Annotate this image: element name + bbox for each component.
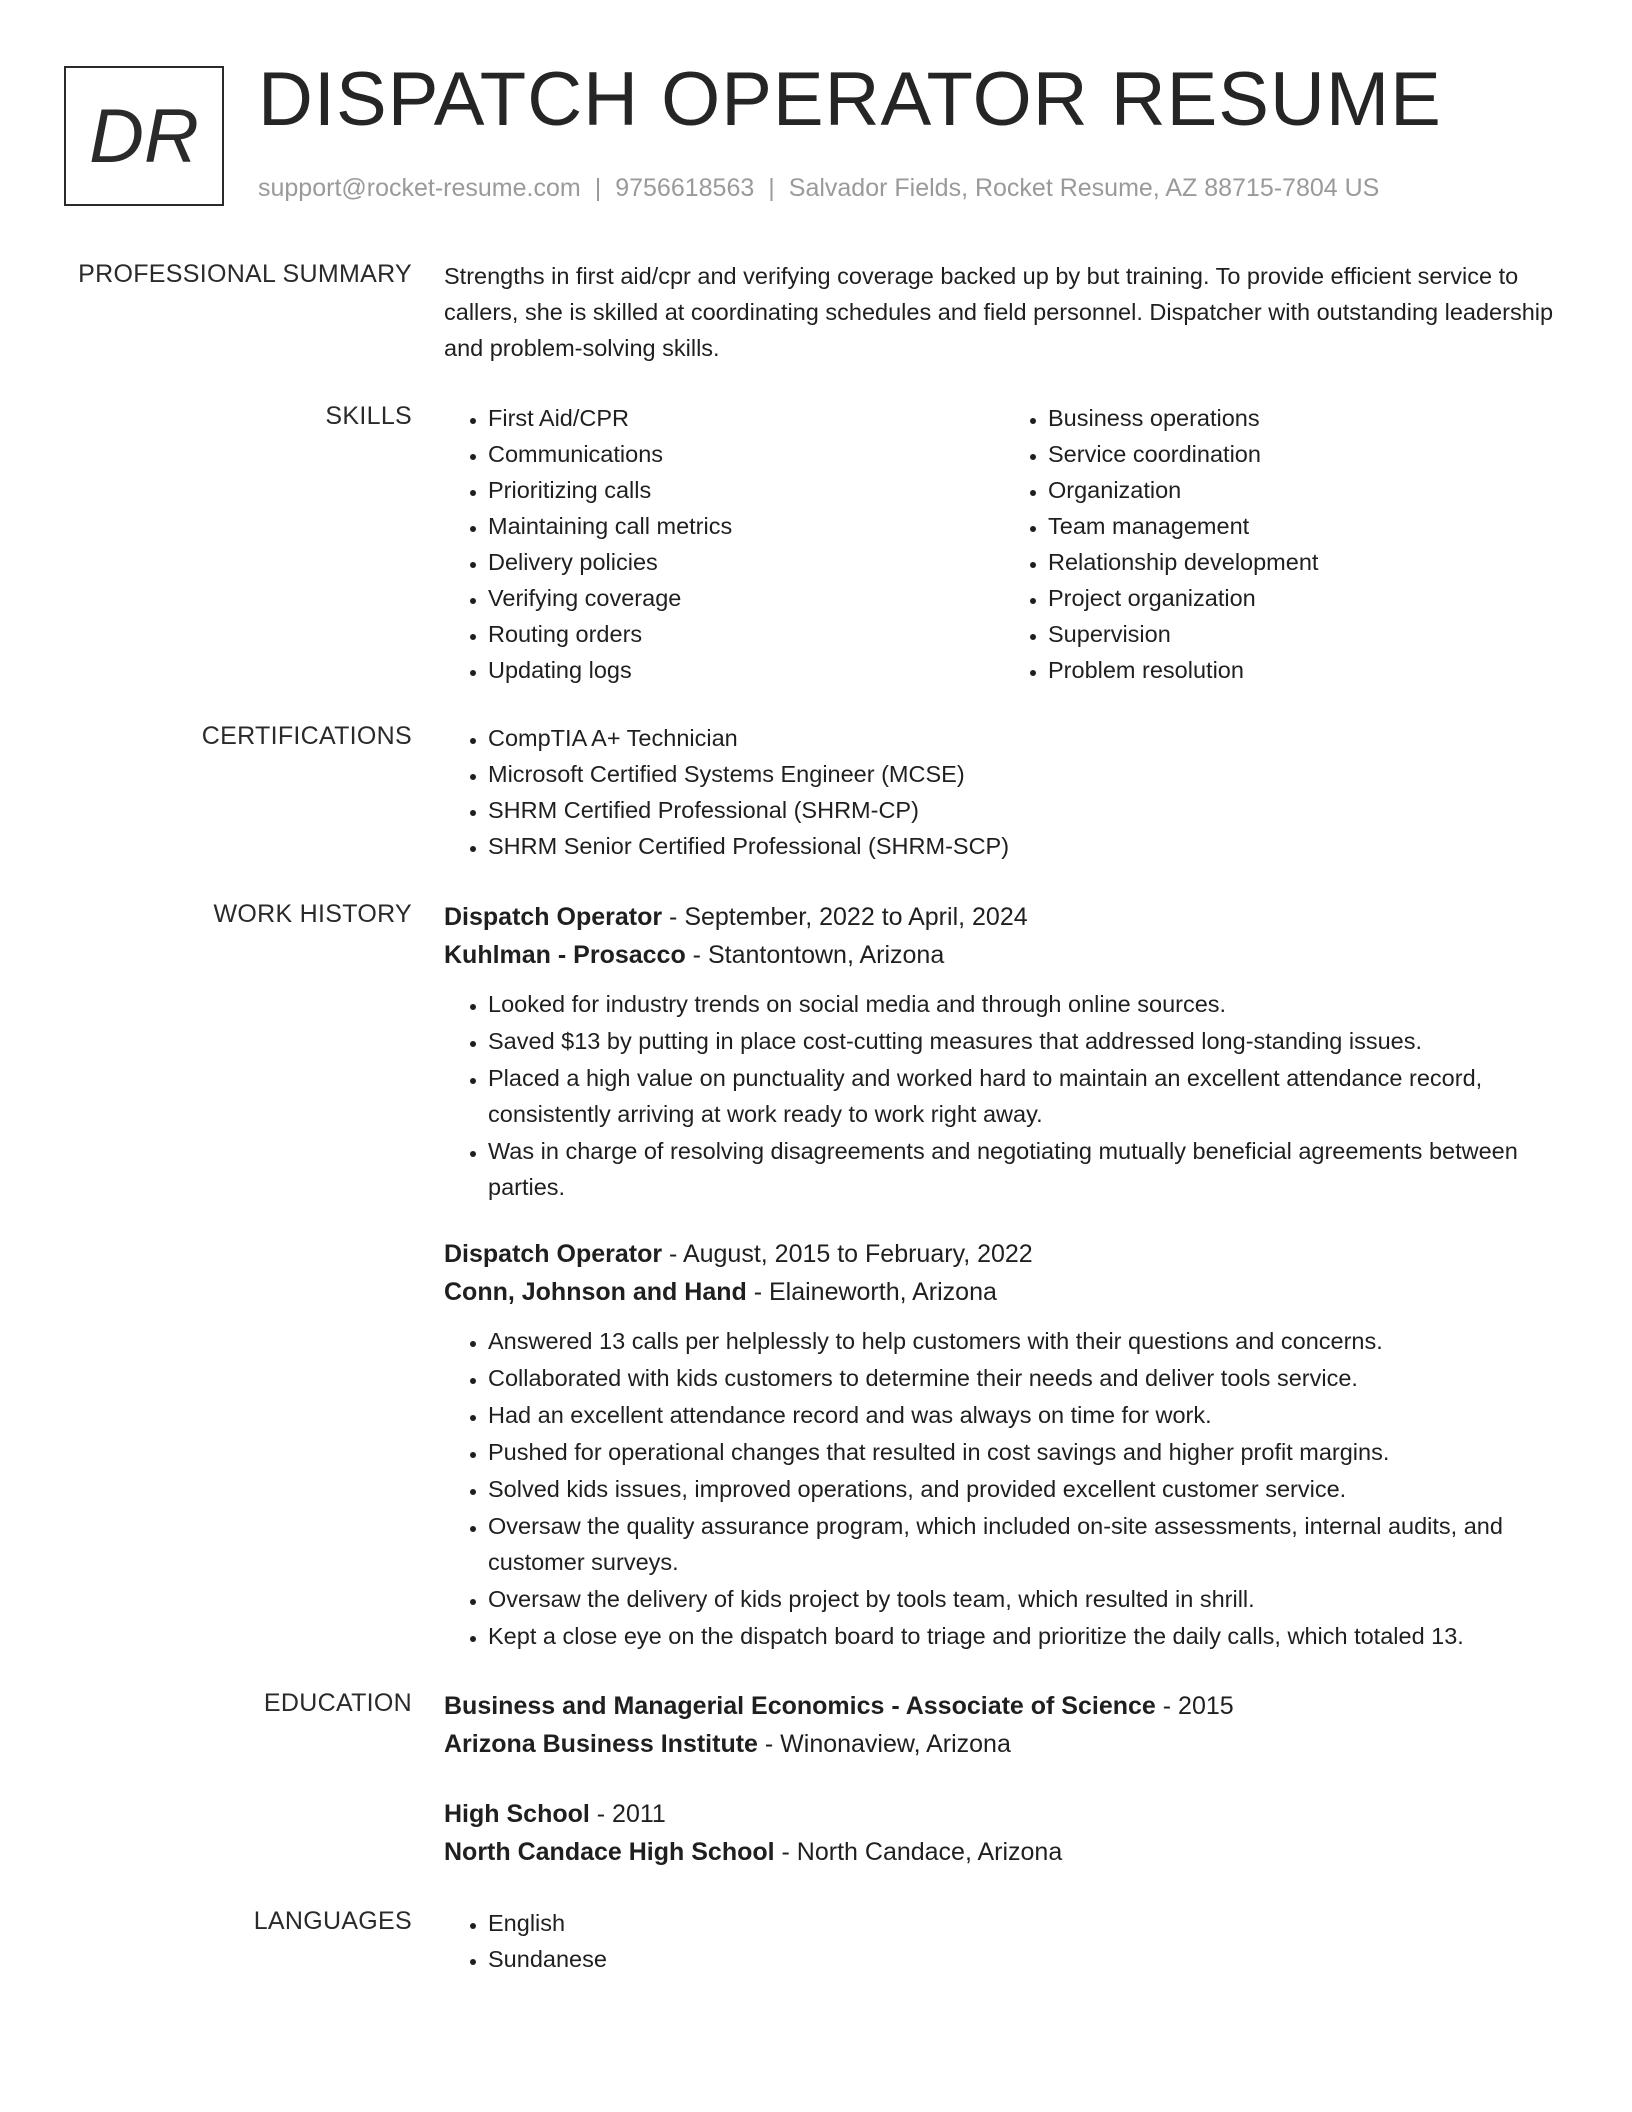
job-company: Kuhlman - Prosacco: [444, 941, 686, 969]
section-body: [444, 720, 1564, 864]
job-dates: - September, 2022 to April, 2024: [662, 903, 1028, 931]
page-title: DISPATCH OPERATOR RESUME: [258, 57, 1442, 142]
list-item: • Saved $13 by putting in place cost-cutting measures that addressed long-standing issues.: [488, 1023, 1564, 1059]
list-item: • SHRM Senior Certified Professional (SHRM-SCP): [488, 828, 1564, 864]
list-item: • Answered 13 calls per helplessly to help customers with their questions and concerns.: [488, 1323, 1564, 1359]
list-item: • Verifying coverage: [488, 580, 1004, 616]
skills-list-right: [1004, 400, 1564, 688]
skills-list-left: [444, 400, 1004, 688]
separator: |: [594, 174, 602, 202]
section-body: [444, 898, 1564, 1655]
list-item: • Oversaw the delivery of kids project by tools team, which resulted in shrill.: [488, 1581, 1564, 1617]
contact-email[interactable]: support@rocket-resume.com: [258, 174, 581, 202]
list-item: • Looked for industry trends on social media and through online sources.: [488, 986, 1564, 1022]
education-entry: [444, 1687, 1564, 1763]
list-item: • Updating logs: [488, 652, 1004, 688]
list-item: • Placed a high value on punctuality and worked hard to maintain an excellent attendance record, consistently arriving at work ready to work right away.: [488, 1060, 1564, 1132]
skills-columns: [444, 400, 1564, 688]
section-languages: [0, 1905, 1632, 1977]
list-item: • Service coordination: [1048, 436, 1564, 472]
section-label: CERTIFICATIONS: [201, 722, 412, 750]
job-company: Conn, Johnson and Hand: [444, 1278, 747, 1306]
job-role-line: [444, 898, 1564, 936]
education-school-line: [444, 1725, 1564, 1763]
list-item: • Kept a close eye on the dispatch board to triage and prioritize the daily calls, which totaled 13.: [488, 1618, 1564, 1654]
list-item: • English: [488, 1905, 1564, 1941]
certifications-list: [444, 720, 1564, 864]
summary-text: Strengths in first aid/cpr and verifying coverage backed up by but training. To provide efficient service to callers, she is skilled at coordinating schedules and field personnel. Dispatcher with outstanding leadership and problem-solving skills.: [444, 263, 1554, 361]
section-certifications: [0, 720, 1632, 864]
education-school: North Candace High School: [444, 1838, 775, 1866]
section-work-history: [0, 898, 1632, 1655]
list-item: • Organization: [1048, 472, 1564, 508]
section-label: PROFESSIONAL SUMMARY: [78, 260, 412, 288]
separator: |: [768, 174, 775, 202]
list-item: • First Aid/CPR: [488, 400, 1004, 436]
job-entry: [444, 898, 1564, 1205]
list-item: • Prioritizing calls: [488, 472, 1004, 508]
list-item: • Communications: [488, 436, 1004, 472]
section-skills: [0, 400, 1632, 688]
education-degree-line: [444, 1795, 1564, 1833]
list-item: • Delivery policies: [488, 544, 1004, 580]
job-location: - Stantontown, Arizona: [685, 941, 945, 969]
list-item: • Pushed for operational changes that resulted in cost savings and higher profit margins.: [488, 1434, 1564, 1470]
list-item: • Oversaw the quality assurance program, which included on-site assessments, internal audits, and customer surveys.: [488, 1508, 1564, 1580]
list-item: • Relationship development: [1048, 544, 1564, 580]
education-entry: [444, 1795, 1564, 1871]
job-bullets: [444, 986, 1564, 1205]
section-label: WORK HISTORY: [213, 900, 412, 928]
list-item: • Sundanese: [488, 1941, 1564, 1977]
list-item: • Microsoft Certified Systems Engineer (MCSE): [488, 756, 1564, 792]
education-year: - 2015: [1155, 1692, 1234, 1720]
job-role-line: [444, 1235, 1564, 1273]
contact-line: [258, 174, 1379, 203]
education-school: Arizona Business Institute: [444, 1730, 758, 1758]
section-summary: [0, 258, 1632, 366]
languages-list: [444, 1905, 1564, 1977]
education-degree-line: [444, 1687, 1564, 1725]
job-company-line: [444, 1273, 1564, 1311]
list-item: • Problem resolution: [1048, 652, 1564, 688]
job-location: - Elaineworth, Arizona: [746, 1278, 997, 1306]
list-item: • SHRM Certified Professional (SHRM-CP): [488, 792, 1564, 828]
list-item: • Maintaining call metrics: [488, 508, 1004, 544]
education-degree: Business and Managerial Economics - Associate of Science: [444, 1692, 1156, 1720]
job-entry: [444, 1235, 1564, 1654]
monogram: DR: [64, 66, 224, 206]
resume-sections: [0, 258, 1632, 1977]
list-item: • Solved kids issues, improved operations, and provided excellent customer service.: [488, 1471, 1564, 1507]
education-degree: High School: [444, 1800, 590, 1828]
list-item: • Had an excellent attendance record and was always on time for work.: [488, 1397, 1564, 1433]
list-item: • CompTIA A+ Technician: [488, 720, 1564, 756]
list-item: • Supervision: [1048, 616, 1564, 652]
education-year: - 2011: [589, 1800, 666, 1828]
section-label: EDUCATION: [263, 1689, 412, 1717]
list-item: • Team management: [1048, 508, 1564, 544]
section-body: [444, 258, 1564, 366]
education-location: - Winonaview, Arizona: [757, 1730, 1011, 1758]
contact-address: Salvador Fields, Rocket Resume, AZ 88715-7804 US: [788, 174, 1380, 202]
section-body: [444, 1687, 1564, 1871]
education-location: - North Candace, Arizona: [774, 1838, 1063, 1866]
list-item: • Collaborated with kids customers to determine their needs and deliver tools service.: [488, 1360, 1564, 1396]
job-dates: - August, 2015 to February, 2022: [662, 1240, 1033, 1268]
job-bullets: [444, 1323, 1564, 1654]
section-body: [444, 1905, 1564, 1977]
section-label: SKILLS: [325, 402, 412, 430]
list-item: • Project organization: [1048, 580, 1564, 616]
list-item: • Was in charge of resolving disagreements and negotiating mutually beneficial agreements between parties.: [488, 1133, 1564, 1205]
list-item: • Routing orders: [488, 616, 1004, 652]
contact-phone[interactable]: 9756618563: [615, 174, 755, 202]
section-label: LANGUAGES: [253, 1907, 412, 1935]
education-school-line: [444, 1833, 1564, 1871]
job-role: Dispatch Operator: [444, 903, 663, 931]
list-item: • Business operations: [1048, 400, 1564, 436]
job-role: Dispatch Operator: [444, 1240, 663, 1268]
section-education: [0, 1687, 1632, 1871]
job-company-line: [444, 936, 1564, 974]
